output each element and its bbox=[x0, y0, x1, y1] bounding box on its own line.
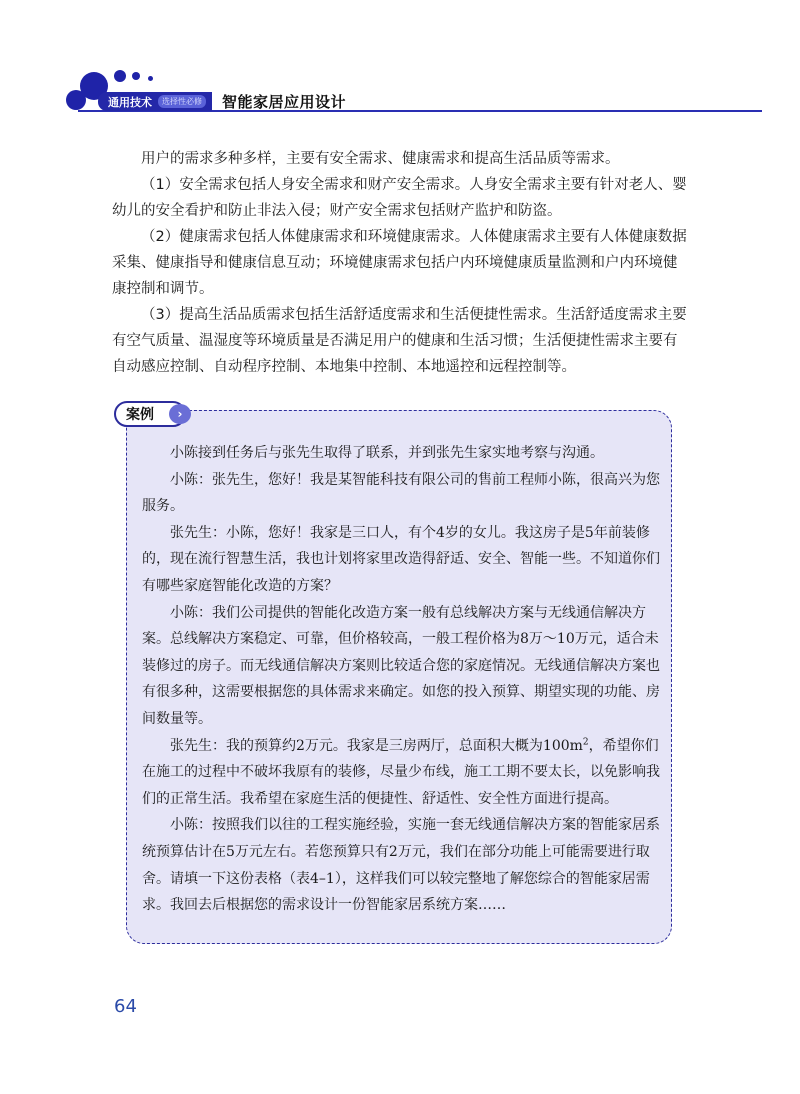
case-paragraph: 小陈：张先生，您好！我是某智能科技有限公司的售前工程师小陈，很高兴为您服务。 bbox=[142, 471, 660, 515]
case-paragraph-part: 张先生：我的预算约2万元。我家是三房两厅，总面积大概为100m bbox=[170, 737, 583, 754]
header-dot-icon bbox=[132, 72, 140, 80]
header-course-pill bbox=[98, 92, 212, 111]
body-paragraph: （1）安全需求包括人身安全需求和财产安全需求。人身安全需求主要有针对老人、婴幼儿的安全看护和防止非法入侵；财产安全需求包括财产监护和防盗。 bbox=[112, 177, 687, 219]
superscript: 2 bbox=[582, 736, 589, 747]
case-paragraph bbox=[142, 733, 660, 813]
case-paragraph: 小陈：按照我们以往的工程实施经验，实施一套无线通信解决方案的智能家居系统预算估计在5万元左右。若您预算只有2万元，我们在部分功能上可能需要进行取舍。请填一下这份表格（表4–1），这样我们可以较完整地了解您综合的智能家居需求。我回去后根据您的需求设计一份智能家居系统方案…… bbox=[142, 817, 660, 914]
body-paragraph: （3）提高生活品质需求包括生活舒适度需求和生活便捷性需求。生活舒适度需求主要有空气质量、温湿度等环境质量是否满足用户的健康和生活习惯；生活便捷性需求主要有自动感应控制、自动程序控制、本地集中控制、本地遥控和远程控制等。 bbox=[112, 307, 687, 375]
case-paragraph: 张先生：小陈，您好！我家是三口人，有个4岁的女儿。我这房子是5年前装修的，现在流行智慧生活，我也计划将家里改造得舒适、安全、智能一些。不知道你们有哪些家庭智能化改造的方案？ bbox=[142, 524, 660, 594]
case-paragraph: 小陈：我们公司提供的智能化改造方案一般有总线解决方案与无线通信解决方案。总线解决方案稳定、可靠，但价格较高，一般工程价格为8万～10万元，适合未装修过的房子。而无线通信解决方案则比较适合您的家庭情况。无线通信解决方案也有很多种，这需要根据您的具体需求来确定。如您的投入预算、期望实现的功能、房间数量等。 bbox=[142, 604, 660, 727]
body-text bbox=[112, 146, 690, 380]
header-course-tag: 选择性必修 bbox=[158, 95, 206, 108]
case-paragraph: 小陈接到任务后与张先生取得了联系，并到张先生家实地考察与沟通。 bbox=[170, 445, 604, 461]
chevron-right-icon: › bbox=[169, 404, 191, 424]
header-dot-icon bbox=[148, 76, 153, 81]
case-paragraph-part: ，希望你们在施工的过程中不破坏我原有的装修，尽量少布线，施工工期不要太长，以免影响我们的正常生活。我希望在家庭生活的便捷性、舒适性、安全性方面进行提高。 bbox=[142, 737, 660, 807]
case-text bbox=[142, 440, 660, 919]
header-dot-icon bbox=[114, 70, 126, 82]
case-label-text: 案例 bbox=[126, 407, 154, 423]
body-paragraph: （2）健康需求包括人体健康需求和环境健康需求。人体健康需求主要有人体健康数据采集、健康指导和健康信息互动；环境健康需求包括户内环境健康质量监测和户内环境健康控制和调节。 bbox=[112, 229, 687, 297]
header-dot-icon bbox=[66, 90, 86, 110]
page-number: 64 bbox=[114, 996, 137, 1017]
book-title: 智能家居应用设计 bbox=[222, 93, 347, 111]
header-course: 通用技术 bbox=[108, 95, 152, 109]
body-paragraph: 用户的需求多种多样，主要有安全需求、健康需求和提高生活品质等需求。 bbox=[141, 151, 620, 167]
